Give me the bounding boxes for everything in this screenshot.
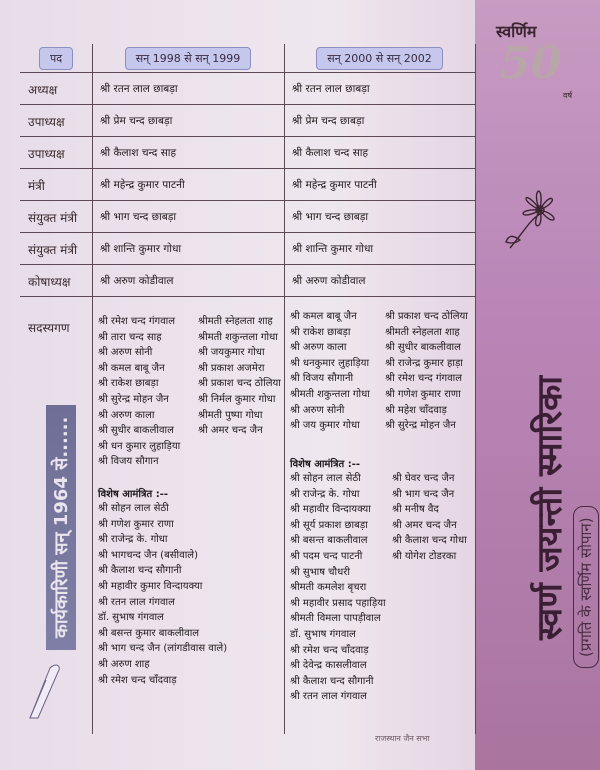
member-name: श्री अरुण काला xyxy=(98,409,155,421)
footer-org: राजस्थान जैन सभा xyxy=(375,734,430,743)
member-name: श्री मनीष वैद xyxy=(392,504,439,516)
member-name: श्री अरुण सोनी xyxy=(290,404,345,416)
member-name: श्री सूर्य प्रकाश छाबड़ा xyxy=(290,519,368,531)
row-name-period1: श्री भाग चन्द छाबड़ा xyxy=(100,211,177,223)
member-name: श्री राजेन्द्र के. गोधा xyxy=(98,534,168,546)
row-name-period2: श्री रतन लाल छाबड़ा xyxy=(292,83,370,95)
col2-special-right xyxy=(392,471,467,565)
col1-members-left xyxy=(98,314,180,470)
header-period-1: सन् 1998 से सन् 1999 xyxy=(92,44,284,72)
member-name: श्री कैलाश चन्द सौगानी xyxy=(98,565,182,577)
member-name: श्री राजेन्द्र कुमार हाड़ा xyxy=(385,357,463,369)
member-name: श्री जयकुमार गोधा xyxy=(198,347,265,359)
col2-special-label: विशेष आमंत्रित :-- xyxy=(290,459,361,470)
member-name: श्री महावीर प्रसाद पहाड़िया xyxy=(290,597,386,609)
col1-members-right xyxy=(198,314,281,439)
member-name: श्री रतन लाल गंगवाल xyxy=(98,596,175,608)
member-name: श्री भाग चन्द जैन xyxy=(392,488,455,500)
member-name: डॉ. सुभाष गंगवाल xyxy=(290,628,356,640)
row-post: कोषाध्यक्ष xyxy=(28,275,71,289)
member-name: श्री अरुण सोनी xyxy=(98,347,153,359)
row-divider xyxy=(20,264,475,265)
col1-special-label: विशेष आमंत्रित :-- xyxy=(98,489,169,500)
member-name: श्रीमती स्नेहलता शाह xyxy=(385,326,460,338)
col1-special-list xyxy=(98,501,227,688)
quill-pen-icon xyxy=(24,660,64,720)
row-name-period2: श्री कैलाश चन्द साह xyxy=(292,147,369,159)
member-name: श्री सुधीर बाकलीवाल xyxy=(385,342,461,354)
badge-number: 50 xyxy=(500,38,562,89)
member-name: श्रीमती शकुन्तला गोधा xyxy=(198,331,278,343)
row-divider xyxy=(20,136,475,137)
header-period-2: सन् 2000 से सन् 2002 xyxy=(284,44,475,72)
row-name-period1: श्री अरुण कोडीवाल xyxy=(100,275,174,287)
row-name-period1: श्री महेन्द्र कुमार पाटनी xyxy=(100,179,185,191)
row-name-period2: श्री भाग चन्द छाबड़ा xyxy=(292,211,369,223)
member-name: श्री जय कुमार गोधा xyxy=(290,420,360,432)
member-name: श्री कैलाश चन्द गोधा xyxy=(392,535,467,547)
row-post: अध्यक्ष xyxy=(28,83,58,97)
member-name: श्री घेवर चन्द जैन xyxy=(392,473,455,484)
member-name: श्री देवेन्द्र कासलीवाल xyxy=(290,660,367,672)
col-divider-2 xyxy=(284,44,285,734)
member-name: श्री रतन लाल गंगवाल xyxy=(290,691,367,703)
row-name-period1: श्री रतन लाल छाबड़ा xyxy=(100,83,178,95)
member-name: श्री योगेश टोडरका xyxy=(392,550,457,562)
member-name: श्री कमल बाबू जैन xyxy=(290,311,357,322)
member-name: श्री कैलाश चन्द सौगानी xyxy=(290,675,374,687)
row-divider xyxy=(20,232,475,233)
badge-word: स्वर्णिम xyxy=(496,22,537,41)
member-name: श्री निर्मल कुमार गोधा xyxy=(198,393,276,405)
member-name: श्री राजेन्द्र के. गोधा xyxy=(290,488,360,500)
member-name: श्री बसन्त कुमार बाकलीवाल xyxy=(98,627,200,639)
member-name: श्री प्रकाश अजमेरा xyxy=(198,362,265,374)
member-name: श्री अरुण शाह xyxy=(98,658,150,670)
member-name: श्री रमेश चन्द चाँदवाड़ xyxy=(98,674,177,686)
row-divider xyxy=(20,296,475,297)
member-name: श्री महावीर कुमार विन्दायक्या xyxy=(98,580,203,592)
col2-special-left xyxy=(290,471,386,705)
member-name: श्रीमती पुष्पा गोधा xyxy=(198,409,263,421)
row-name-period2: श्री अरुण कोडीवाल xyxy=(292,275,366,287)
member-name: श्री तारा चन्द साह xyxy=(98,331,162,343)
row-post: संयुक्त मंत्री xyxy=(28,211,78,225)
member-name: श्रीमती शकुन्तला गोधा xyxy=(290,388,370,400)
member-name: श्री भाग चन्द जैन (लांगडीवास वाले) xyxy=(98,643,228,655)
row-post: संयुक्त मंत्री xyxy=(28,243,78,257)
col2-members-left xyxy=(290,309,370,434)
row-name-period2: श्री शान्ति कुमार गोधा xyxy=(292,243,374,255)
badge-suffix: वर्ष xyxy=(563,91,573,100)
row-divider xyxy=(20,72,475,73)
row-post: मंत्री xyxy=(28,179,45,193)
member-name: श्री अमर चन्द जैन xyxy=(392,519,457,531)
member-name: श्री विजय सौगान xyxy=(98,456,159,468)
member-name: श्री सुरेन्द्र मोहन जैन xyxy=(98,393,169,405)
row-name-period1: श्री शान्ति कुमार गोधा xyxy=(100,243,182,255)
member-name: श्री राकेश छाबड़ा xyxy=(290,326,351,338)
golden-50-badge xyxy=(486,20,586,120)
member-name: श्री सोहन लाल सेठी xyxy=(290,473,361,484)
committee-table xyxy=(20,44,475,734)
member-name: श्री रमेश चन्द गंगवाल xyxy=(98,316,176,327)
member-name: श्री रमेश चन्द चाँदवाड़ xyxy=(290,644,369,656)
row-name-period1: श्री कैलाश चन्द साह xyxy=(100,147,177,159)
member-name: श्री सुभाष चौधरी xyxy=(290,566,350,578)
member-name: श्री गणेश कुमार राणा xyxy=(385,388,461,400)
member-name: श्री सुधीर बाकलीवाल xyxy=(98,425,174,437)
row-divider xyxy=(20,200,475,201)
flower-icon xyxy=(500,170,580,250)
member-name: श्री प्रकाश चन्द ठोलिया xyxy=(198,378,281,390)
row-post: उपाध्यक्ष xyxy=(28,147,65,161)
row-name-period2: श्री महेन्द्र कुमार पाटनी xyxy=(292,179,377,191)
row-name-period2: श्री प्रेम चन्द छाबड़ा xyxy=(292,115,365,127)
member-name: श्रीमती विमला पापड़ीवाल xyxy=(290,613,381,625)
row-divider xyxy=(20,168,475,169)
member-name: श्री सुरेन्द्र मोहन जैन xyxy=(385,420,456,432)
member-name: श्री अरुण काला xyxy=(290,342,347,354)
member-name: श्रीमती स्नेहलता शाह xyxy=(198,316,273,327)
header-post: पद xyxy=(20,44,92,72)
member-name: श्री विजय सौगानी xyxy=(290,373,354,385)
member-name: श्री कमल बाबू जैन xyxy=(98,362,165,374)
vertical-subtitle: (प्रगति के स्वर्णिम सोपान) xyxy=(573,506,599,668)
row-name-period1: श्री प्रेम चन्द छाबड़ा xyxy=(100,115,173,127)
member-name: श्री राकेश छाबड़ा xyxy=(98,378,159,390)
member-name: श्री रमेश चन्द गंगवाल xyxy=(385,373,463,385)
col2-members-right xyxy=(385,309,468,434)
member-name: श्री सोहन लाल सेठी xyxy=(98,503,169,514)
member-name: श्री भागचन्द जैन (बसीवाले) xyxy=(98,549,198,561)
left-vertical-banner: कार्यकारिणी सन् 1964 से...... xyxy=(46,405,76,650)
member-name: श्री धन कुमार लुहाड़िया xyxy=(98,440,181,452)
member-name: श्री महेश चाँदवाड़ xyxy=(385,404,447,416)
member-name: श्री प्रकाश चन्द ठोलिया xyxy=(385,311,468,322)
member-name: श्री बसन्त बाकलीवाल xyxy=(290,535,368,547)
table-right-border xyxy=(475,44,476,734)
member-name: श्री अमर चन्द जैन xyxy=(198,425,263,437)
row-post: उपाध्यक्ष xyxy=(28,115,65,129)
vertical-title: स्वर्ण जयन्ती स्मारिका xyxy=(530,376,570,640)
member-name: श्री पदम चन्द पाटनी xyxy=(290,550,363,562)
members-label: सदस्यगण xyxy=(28,321,70,335)
member-name: श्री धनकुमार लुहाड़िया xyxy=(290,357,370,369)
member-name: डॉ. सुभाष गंगवाल xyxy=(98,612,164,624)
member-name: श्रीमती कमलेश बृचरा xyxy=(290,582,367,594)
member-name: श्री गणेश कुमार राणा xyxy=(98,518,174,530)
member-name: श्री महावीर विन्दायक्या xyxy=(290,504,371,516)
row-divider xyxy=(20,104,475,105)
